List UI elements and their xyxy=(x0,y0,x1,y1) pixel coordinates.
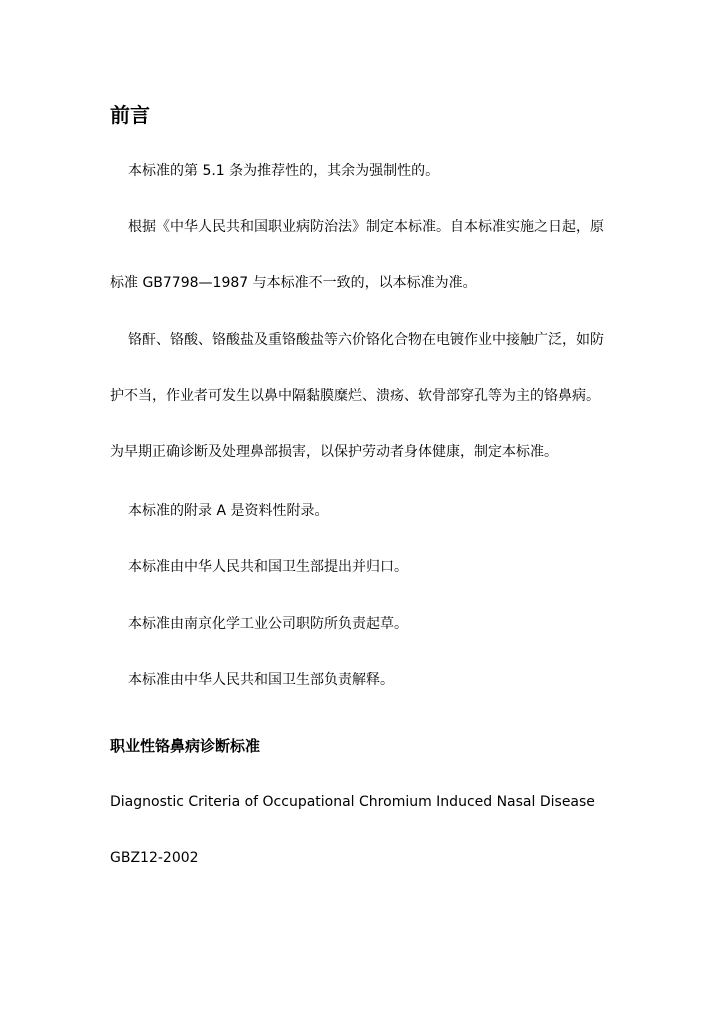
paragraph-basis-line-2: 标准 GB7798—1987 与本标准不一致的，以本标准为准。 xyxy=(110,275,477,291)
english-title: Diagnostic Criteria of Occupational Chromium Induced Nasal Disease xyxy=(110,794,595,810)
preface-title: 前言 xyxy=(110,103,150,127)
paragraph-proposer: 本标准由中华人民共和国卫生部提出并归口。 xyxy=(128,559,408,575)
paragraph-appendix-note: 本标准的附录 A 是资料性附录。 xyxy=(128,503,329,519)
standard-title: 职业性铬鼻病诊断标准 xyxy=(110,737,261,755)
paragraph-interpreter: 本标准由中华人民共和国卫生部负责解释。 xyxy=(128,672,394,688)
paragraph-basis-line-1: 根据《中华人民共和国职业病防治法》制定本标准。自本标准实施之日起，原 xyxy=(128,219,604,235)
paragraph-background-line-1: 铬酐、铬酸、铬酸盐及重铬酸盐等六价铬化合物在电镀作业中接触广泛，如防 xyxy=(128,332,604,348)
paragraph-background-line-3: 为早期正确诊断及处理鼻部损害，以保护劳动者身体健康，制定本标准。 xyxy=(110,444,558,460)
standard-code: GBZ12-2002 xyxy=(110,850,199,866)
paragraph-drafter: 本标准由南京化学工业公司职防所负责起草。 xyxy=(128,616,408,632)
paragraph-mandatory-note: 本标准的第 5.1 条为推荐性的，其余为强制性的。 xyxy=(128,163,440,179)
paragraph-background-line-2: 护不当，作业者可发生以鼻中隔黏膜糜烂、溃疡、软骨部穿孔等为主的铬鼻病。 xyxy=(110,388,600,404)
